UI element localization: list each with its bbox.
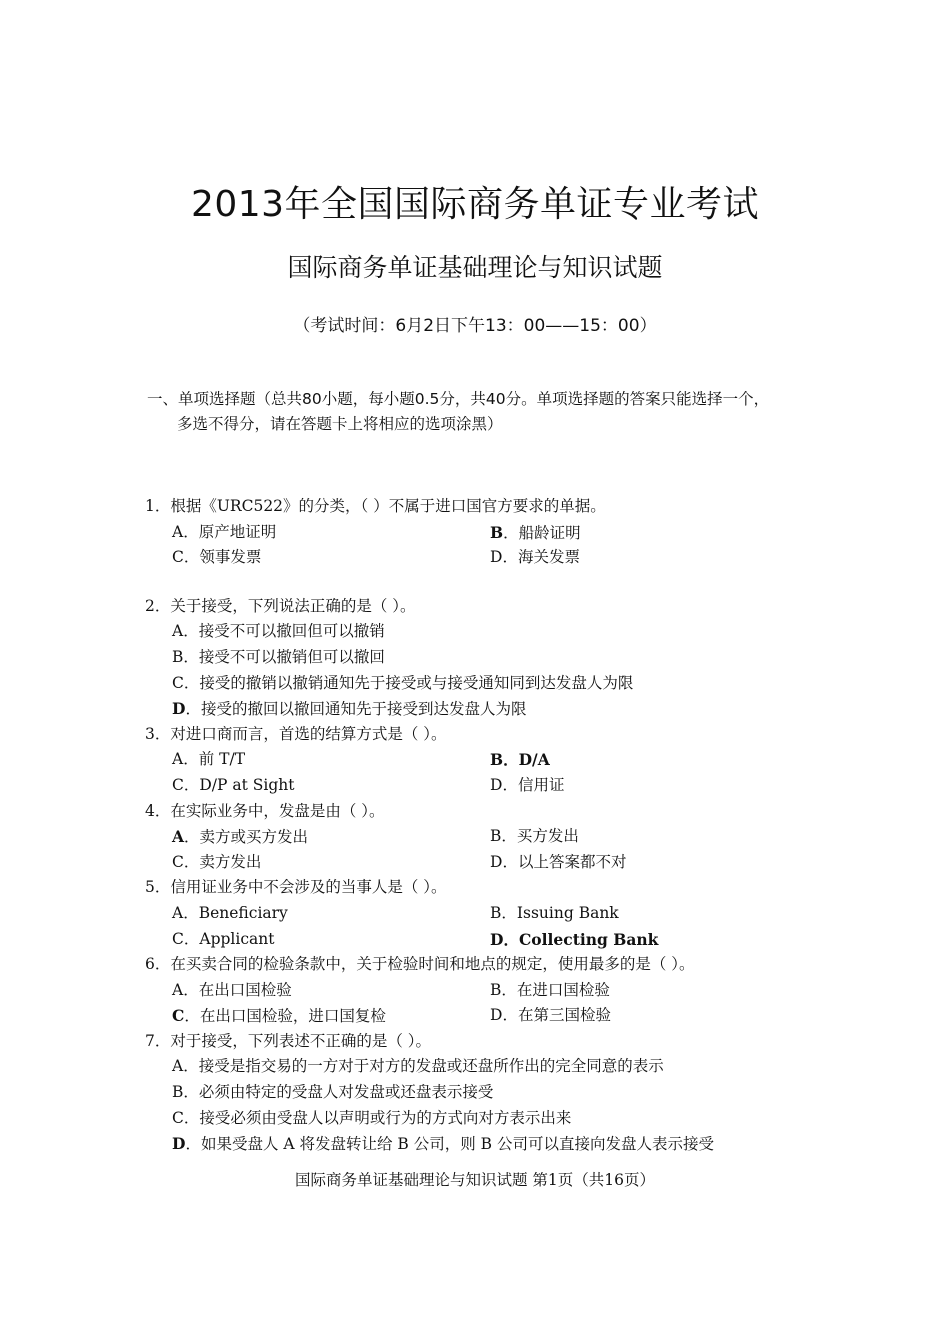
question-7 xyxy=(145,1029,825,1157)
option-b: B．必须由特定的受盘人对发盘或还盘表示接受 xyxy=(172,1083,494,1102)
section-line-2: 多选不得分，请在答题卡上将相应的选项涂黑） xyxy=(177,415,503,433)
option-d: D．海关发票 xyxy=(490,548,580,567)
option-a: A．原产地证明 xyxy=(172,522,277,541)
option-d: D．如果受盘人 A 将发盘转让给 B 公司，则 B 公司可以直接向发盘人表示接受 xyxy=(172,1134,714,1154)
option-d: D．Collecting Bank xyxy=(490,929,659,949)
question-stem: 7．对于接受，下列表述不正确的是（ ）。 xyxy=(145,1031,432,1050)
option-c: C．卖方发出 xyxy=(172,852,262,871)
option-a: A．在出口国检验 xyxy=(172,980,292,999)
option-a: A．卖方或买方发出 xyxy=(172,827,309,847)
option-b: B．在进口国检验 xyxy=(490,980,610,999)
section-instructions xyxy=(147,387,769,437)
option-b: B．接受不可以撤销但可以撤回 xyxy=(172,647,385,666)
option-a: A．接受不可以撤回但可以撤销 xyxy=(172,622,385,641)
page-subtitle: 国际商务单证基础理论与知识试题 xyxy=(287,253,663,282)
option-d: D．接受的撤回以撤回通知先于接受到达发盘人为限 xyxy=(172,699,527,719)
option-b: B．买方发出 xyxy=(490,827,579,846)
question-stem: 4．在实际业务中，发盘是由（ ）。 xyxy=(145,801,385,820)
option-a: A．接受是指交易的一方对于对方的发盘或还盘所作出的完全同意的表示 xyxy=(172,1057,664,1076)
section-line-1: 一、单项选择题（总共80小题，每小题0.5分，共40分。单项选择题的答案只能选择一个， xyxy=(147,390,770,408)
option-c: C．领事发票 xyxy=(172,548,262,567)
option-b: B．船龄证明 xyxy=(490,522,581,542)
exam-time: （考试时间：6月2日下午13：00——15：00） xyxy=(293,316,657,336)
question-stem: 2．关于接受，下列说法正确的是（ ）。 xyxy=(145,596,416,615)
option-d: D．信用证 xyxy=(490,775,565,794)
page-title: 2013年全国国际商务单证专业考试 xyxy=(190,184,760,225)
option-b: B．Issuing Bank xyxy=(490,903,619,922)
question-2 xyxy=(145,594,825,722)
option-c: C．接受必须由受盘人以声明或行为的方式向对方表示出来 xyxy=(172,1108,572,1127)
question-stem: 6．在买卖合同的检验条款中，关于检验时间和地点的规定，使用最多的是（ ）。 xyxy=(145,955,695,974)
question-1 xyxy=(145,494,825,571)
question-stem: 5．信用证业务中不会涉及的当事人是（ ）。 xyxy=(145,878,447,897)
question-stem: 3．对进口商而言，首选的结算方式是（ ）。 xyxy=(145,724,447,743)
question-3 xyxy=(145,722,825,799)
option-d: D．在第三国检验 xyxy=(490,1006,611,1025)
question-list xyxy=(145,494,825,1157)
question-6 xyxy=(145,952,825,1029)
question-5 xyxy=(145,875,825,952)
question-stem: 1．根据《URC522》的分类，（ ）不属于进口国官方要求的单据。 xyxy=(145,497,606,515)
option-b: B．D/A xyxy=(490,750,550,770)
option-c: C．在出口国检验，进口国复检 xyxy=(172,1006,386,1026)
option-d: D．以上答案都不对 xyxy=(490,852,627,871)
option-c: C．Applicant xyxy=(172,929,275,948)
option-c: C．接受的撤销以撤销通知先于接受或与接受通知同到达发盘人为限 xyxy=(172,673,634,692)
page-footer: 国际商务单证基础理论与知识试题 第1页（共16页） xyxy=(294,1171,655,1189)
question-4 xyxy=(145,799,825,876)
option-a: A．前 T/T xyxy=(172,750,246,769)
option-c: C．D/P at Sight xyxy=(172,775,295,794)
option-a: A．Beneficiary xyxy=(172,903,288,922)
